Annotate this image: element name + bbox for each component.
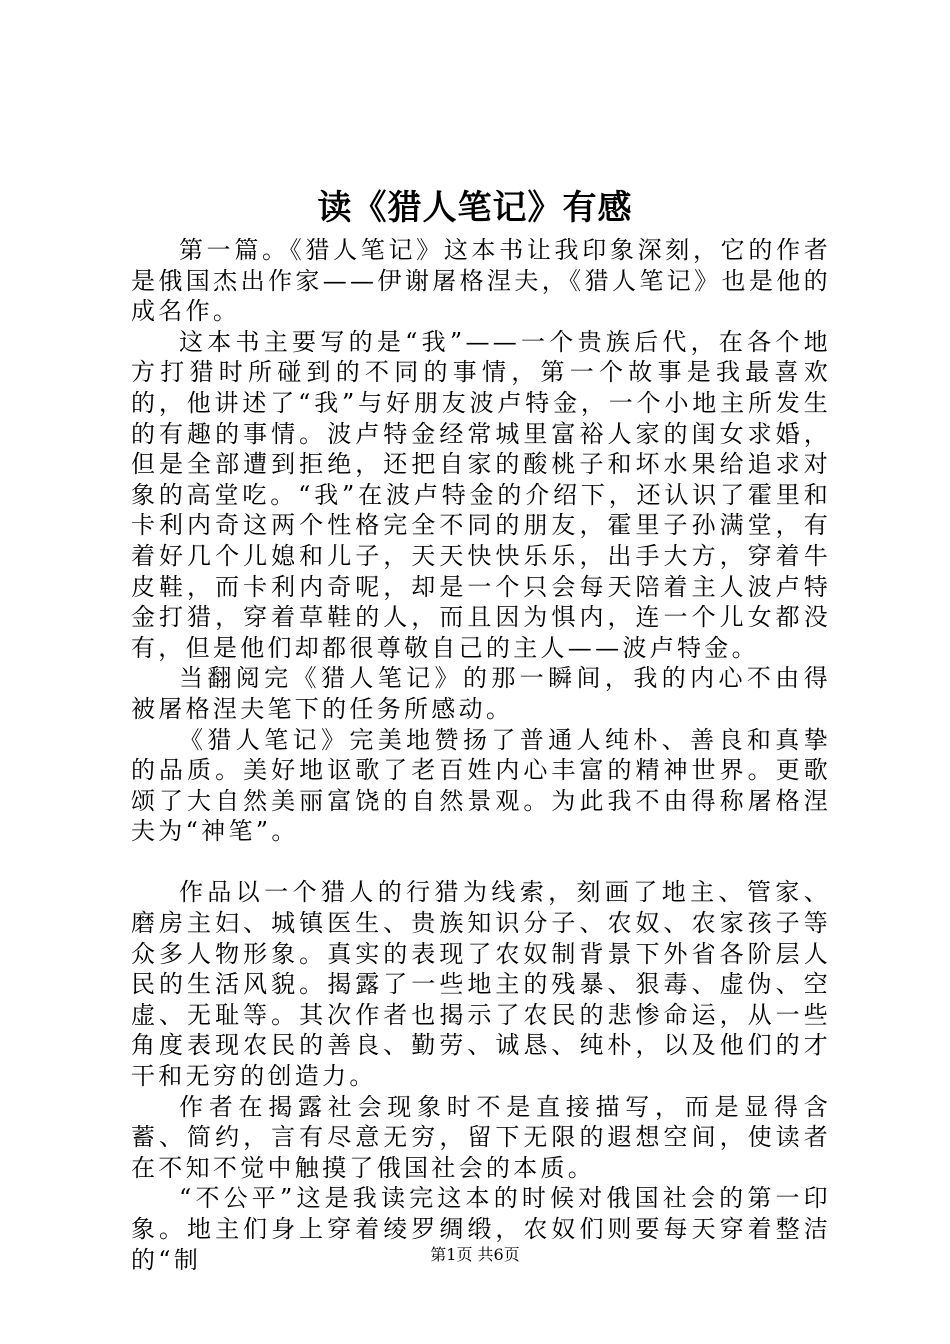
paragraph-1: 第一篇。《猎人笔记》这本书让我印象深刻，它的作者是俄国杰出作家——伊谢屠格涅夫，《猎人笔记》也是他的成名作。 xyxy=(131,236,831,326)
paragraph-gap xyxy=(131,847,831,878)
paragraph-4: 《猎人笔记》完美地赞扬了普通人纯朴、善良和真挚的品质。美好地讴歌了老百姓内心丰富的精神世界。更歌颂了大自然美丽富饶的自然景观。为此我不由得称屠格涅夫为“神笔”。 xyxy=(131,725,831,846)
paragraph-2: 这本书主要写的是“我”——一个贵族后代，在各个地方打猎时所碰到的不同的事情，第一个故事是我最喜欢的，他讲述了“我”与好朋友波卢特金，一个小地主所发生的有趣的事情。波卢特金经常城里富裕人家的闺女求婚，但是全部遭到拒绝，还把自家的酸桃子和坏水果给追求对象的高堂吃。“我”在波卢特金的介绍下，还认识了霍里和卡利内奇这两个性格完全不同的朋友，霍里子孙满堂，有着好几个儿媳和儿子，天天快快乐乐，出手大方，穿着牛皮鞋，而卡利内奇呢，却是一个只会每天陪着主人波卢特金打猎，穿着草鞋的人，而且因为惧内，连一个儿女都没有，但是他们却都很尊敬自己的主人——波卢特金。 xyxy=(131,327,831,662)
document-body xyxy=(131,235,831,1275)
paragraph-3: 当翻阅完《猎人笔记》的那一瞬间，我的内心不由得被屠格涅夫笔下的任务所感动。 xyxy=(131,664,831,723)
document-title: 读《猎人笔记》有感 xyxy=(317,188,633,228)
paragraph-7: “不公平”这是我读完这本的时候对俄国社会的第一印象。地主们身上穿着绫罗绸缎，农奴们则要每天穿着整洁的“制 xyxy=(131,1184,831,1274)
paragraph-5: 作品以一个猎人的行猎为线索，刻画了地主、管家、磨房主妇、城镇医生、贵族知识分子、农奴、农家孩子等众多人物形象。真实的表现了农奴制背景下外省各阶层人民的生活风貌。揭露了一些地主的残暴、狠毒、虚伪、空虚、无耻等。其次作者也揭示了农民的悲惨命运，从一些角度表现农民的善良、勤劳、诚恳、纯朴，以及他们的才干和无穷的创造力。 xyxy=(131,878,831,1091)
page-number-footer: 第1页 共6页 xyxy=(430,1245,520,1264)
paragraph-6: 作者在揭露社会现象时不是直接描写，而是显得含蓄、简约，言有尽意无穷，留下无限的遐想空间，使读者在不知不觉中触摸了俄国社会的本质。 xyxy=(131,1092,831,1182)
